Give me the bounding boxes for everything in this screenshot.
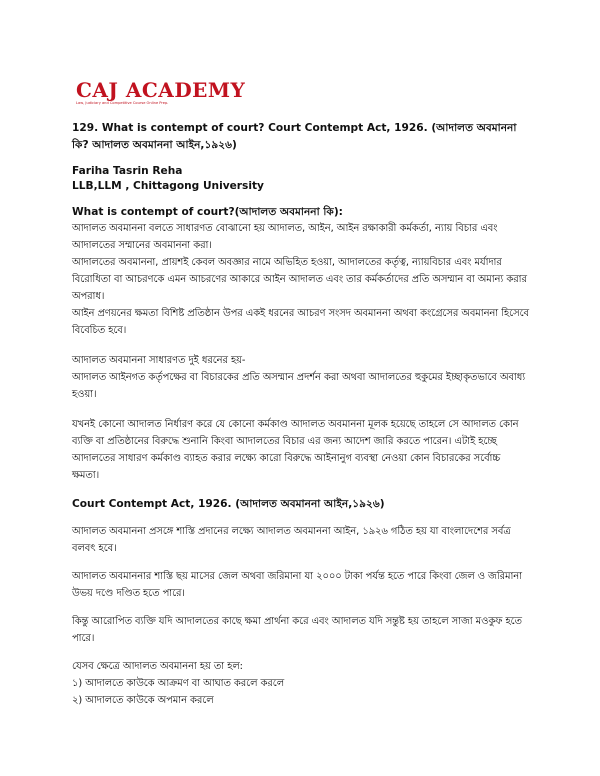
logo-tagline: Law, Judiciary and Competitive Course Online Prep. (76, 101, 169, 105)
list-intro: যেসব ক্ষেত্রে আদালত অবমাননা হয় তা হল: (72, 661, 243, 672)
caj-academy-logo (76, 80, 245, 106)
list-item: ১) আদালতে কাউকে আক্রমণ বা আঘাত করলে করলে (72, 678, 285, 689)
section-heading-contempt-act: Court Contempt Act, 1926. (আদালত অবমাননা আইন,১৯২৬) (72, 498, 385, 510)
list-item: ২) আদালতে কাউকে অপমান করলে (72, 695, 214, 706)
paragraph: আদালতের অবমাননা, প্রায়শই কেবল অবজ্ঞার নামে অভিহিত হওয়া, আদালতের কর্তৃত্ব, ন্যায়বিচার এবং মর্যাদার বিরোধিতা বা আচরণকে এমন আচরণের আকারে আইন আদালত এবং তার কর্মকর্তাদের প্রতি অসম্মান বা অমান্য করার অপরাধ। (72, 257, 527, 302)
paragraph: কিন্তু আরোপিত ব্যক্তি যদি আদালতের কাছে ক্ষমা প্রার্থনা করে এবং আদালত যদি সন্তুষ্ট হয় তাহলে সাজা মওকুফ হতে পারে। (72, 616, 522, 644)
author-credentials: LLB,LLM , Chittagong University (72, 180, 264, 192)
paragraph: আদালত আইনগত কর্তৃপক্ষের বা বিচারকের প্রতি অসম্মান প্রদর্শন করা অথবা আদালতের হুকুমের ইচ্ছাকৃতভাবে অবাধ্য হওয়া। (72, 372, 526, 400)
paragraph-intro: আদালত অবমাননা সাধারণত দুই ধরনের হয়- (72, 355, 246, 366)
paragraph: আদালত অবমাননার শাস্তি ছয় মাসের জেল অথবা জরিমানা যা ২০০০ টাকা পর্যন্ত হতে পারে কিংবা জেল ও জরিমানা উভয় দণ্ডে দণ্ডিত হতে পারে। (72, 571, 522, 599)
paragraph: আদালত অবমাননা প্রসঙ্গে শাস্তি প্রদানের লক্ষ্যে আদালত অবমাননা আইন, ১৯২৬ গঠিত হয় যা বাংলাদেশের সর্বত্র বলবৎ হবে। (72, 526, 511, 554)
paragraph: যখনই কোনো আদালত নির্ধারণ করে যে কোনো কর্মকাণ্ড আদালত অবমাননা মূলক হয়েছে তাহলে সে আদালত কোন ব্যক্তি বা প্রতিষ্ঠানের বিরুদ্ধে শুনানি কিংবা আদালতের বিচার এর জন্য আদেশ জারি করতে পারেন। এটাই হচ্ছে আদালতের সাধারণ কর্মকাণ্ড ব্যাহত করার লক্ষ্যে কারো বিরুদ্ধে আইনানুগ ব্যবস্থা নেওয়া কোন বিচারকের সর্বোচ্চ ক্ষমতা। (72, 419, 519, 481)
section-heading-what-is-contempt: What is contempt of court?(আদালত অবমাননা কি): (72, 206, 343, 218)
author-name: Fariha Tasrin Reha (72, 165, 183, 177)
article-body (72, 120, 530, 709)
paragraph: আইন প্রণয়নের ক্ষমতা বিশিষ্ট প্রতিষ্ঠান উপর একই ধরনের আচরণ সংসদ অবমাননা অথবা কংগ্রেসের অবমাননা হিসেবে বিবেচিত হবে। (72, 308, 529, 336)
logo-title: CAJ ACADEMY (76, 78, 246, 102)
paragraph: আদালত অবমাননা বলতে সাধারণত বোঝানো হয় আদালত, আইন, আইন রক্ষাকারী কর্মকর্তা, ন্যায় বিচার এবং আদালতের সম্মানের অবমাননা করা। (72, 223, 498, 251)
article-title: 129. What is contempt of court? Court Contempt Act, 1926. (আদালত অবমাননা কি? আদালত অবমাননা আইন,১৯২৬) (72, 122, 517, 151)
